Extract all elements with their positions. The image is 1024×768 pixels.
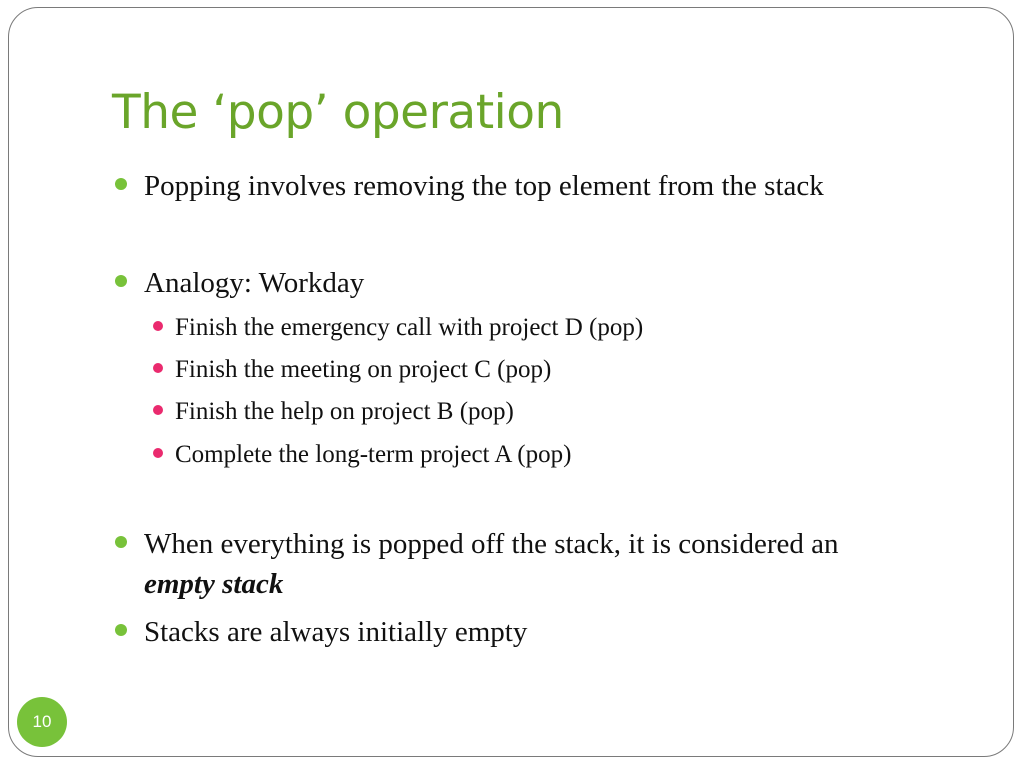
bullet-text: When everything is popped off the stack, it is considered an (144, 528, 839, 560)
slide-title: The ‘pop’ operation (112, 85, 564, 140)
sub-bullet-item (175, 438, 571, 472)
bullet-text: Analogy: Workday (144, 267, 365, 299)
bullet-text: Popping involves removing the top element from the stack (144, 170, 824, 202)
bullet-dot-icon (115, 536, 127, 548)
sub-bullet-text: Finish the emergency call with project D (pop) (175, 314, 644, 341)
sub-bullet-item (175, 311, 643, 345)
sub-bullet-dot-icon (153, 405, 163, 415)
bullet-item (144, 263, 364, 303)
bullet-dot-icon (115, 275, 127, 287)
sub-bullet-text: Finish the meeting on project C (pop) (175, 356, 552, 383)
bullet-item (144, 166, 824, 206)
sub-bullet-dot-icon (153, 321, 163, 331)
sub-bullet-text: Complete the long-term project A (pop) (175, 441, 572, 468)
page-number-badge: 10 (17, 697, 67, 747)
bullet-dot-icon (115, 178, 127, 190)
sub-bullet-text: Finish the help on project B (pop) (175, 398, 514, 425)
bullet-text: Stacks are always initially empty (144, 616, 528, 648)
sub-bullet-item (175, 395, 514, 429)
sub-bullet-dot-icon (153, 448, 163, 458)
sub-bullet-dot-icon (153, 363, 163, 373)
bullet-dot-icon (115, 624, 127, 636)
bullet-item (144, 612, 527, 652)
sub-bullet-item (175, 353, 551, 387)
bullet-item (144, 524, 838, 604)
bullet-emphasis: empty stack (144, 568, 284, 600)
